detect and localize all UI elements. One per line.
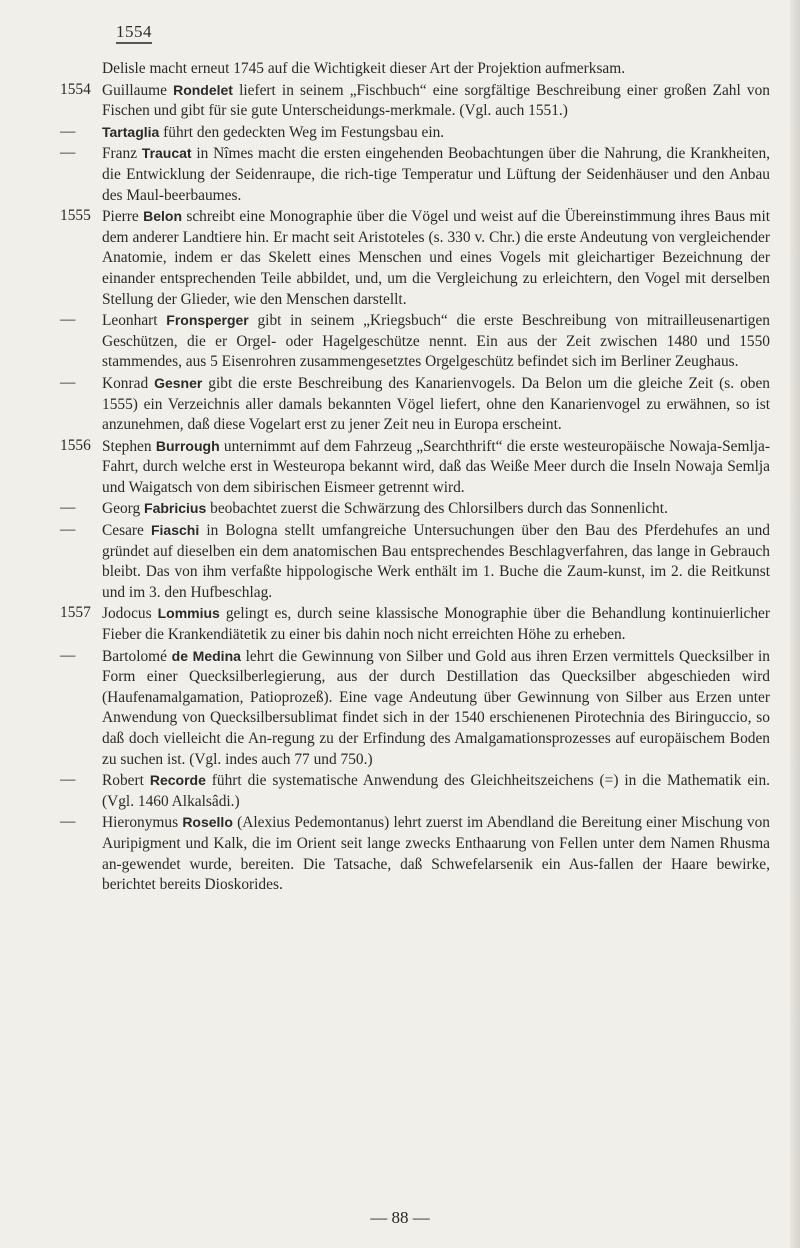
entry-given-name: Robert (102, 772, 150, 790)
entry-description: liefert in seinem „Fischbuch“ eine sorgfältige Beschreibung einer großen Zahl von Fischen und gibt für sie gute Unterscheidungs-merkmale. (Vgl. auch 1551.) (102, 81, 770, 120)
chronology-entry (60, 373, 770, 436)
entry-text (102, 80, 770, 122)
entry-year: — (60, 499, 76, 517)
chronology-entry (60, 646, 770, 771)
entry-surname: Fiaschi (150, 522, 200, 539)
entry-description: Delisle macht erneut 1745 auf die Wichtigkeit dieser Art der Projektion aufmerksam. (102, 60, 626, 77)
chronology-entry (60, 122, 770, 144)
chronology-entry (60, 812, 770, 895)
entry-text (102, 812, 770, 895)
entry-text (102, 122, 770, 144)
entry-text (102, 436, 770, 499)
entry-year: 1557 (60, 604, 91, 622)
entry-given-name: Bartolomé (102, 647, 172, 665)
entry-given-name: Guillaume (102, 81, 174, 99)
entry-description: schreibt eine Monographie über die Vögel und weist auf die Übereinstimmung ihres Baus mit dem anderer Landtiere hin. Er macht seit Aristoteles (s. 330 v. Chr.) die erste Andeutung von vergleichender Anatomie, indem er das Skelett eines Menschen und eines Vogels mit gleichartiger Bezeichnung der einander entsprechenden Teile abbildet, und, um die Vergleichung zu erleichtern, den Vogel mit derselben Stellung der Glieder, wie den Menschen darstellt. (102, 208, 770, 308)
entry-description: (Alexius Pedemontanus) lehrt zuerst im Abendland die Bereitung einer Mischung von Auripigment und Kalk, die im Orient seit lange zwecks Enthaarung von Fellen unter dem Namen Rhusma an-gewendet wurde, bereiten. Die Tatsache, daß Schwefelarsenik ein Aus-fallen der Haare bewirke, berichtet bereits Dioskorides. (102, 814, 770, 894)
entry-year: — (60, 521, 76, 539)
entry-text (102, 58, 770, 80)
page-edge-shadow (790, 0, 800, 1248)
entry-surname: Tartaglia (102, 123, 160, 140)
entry-description: in Nîmes macht die ersten eingehenden Beobachtungen über die Nahrung, die Krankheiten, die Entwicklung der Seidenraupe, die rich-tige Temperatur und Lüftung der Seidenhäuser und den Anbau des Maul-beerbaumes. (102, 145, 770, 204)
entry-year: — (60, 771, 76, 789)
entry-year (60, 58, 102, 80)
entry-description: unternimmt auf dem Fahrzeug „Searchthrift“ die erste westeuropäische Nowaja-Semlja-Fahrt, durch welche erst in Westeuropa bekannt wird, daß das Weiße Meer durch die Inseln Nowaja Semlja und Waigatsch von dem sibirischen Eismeer getrennt wird. (102, 437, 770, 496)
entry-year: 1555 (60, 207, 91, 225)
page-number: — 88 — (370, 1208, 430, 1227)
entry-given-name: Georg (102, 500, 145, 518)
entry-given-name: Cesare (102, 522, 151, 540)
chronology-entry (60, 206, 770, 310)
entry-description: beobachtet zuerst die Schwärzung des Chlorsilbers durch das Sonnenlicht. (206, 500, 668, 518)
entry-year: — (60, 646, 76, 664)
running-head: 1554 (116, 22, 152, 44)
entry-surname: Gesner (154, 374, 203, 391)
entry-text (102, 206, 770, 310)
entry-surname: Belon (143, 208, 182, 225)
entry-given-name: Pierre (102, 208, 144, 226)
entry-surname: Rosello (182, 814, 233, 831)
entry-text (102, 770, 770, 812)
entry-text (102, 520, 770, 603)
chronology-entry (60, 520, 770, 603)
entry-surname: Rondelet (173, 81, 233, 98)
entry-year: — (60, 813, 76, 831)
entry-surname: Fronsperger (166, 312, 249, 329)
entry-surname: Burrough (155, 437, 220, 454)
entry-text (102, 603, 770, 645)
chronology-entry (60, 310, 770, 373)
entry-text (102, 310, 770, 373)
entry-description: gibt die erste Beschreibung des Kanarienvogels. Da Belon um die gleiche Zeit (s. oben 1555) ein Verzeichnis aller damals bekannten Vögel liefert, ohne den Kanarienvogel zu erwähnen, so ist anzunehmen, daß diese Vogelart erst zu jener Zeit neu in Europa erscheint. (102, 374, 770, 434)
entry-year: — (60, 311, 76, 329)
entry-given-name: Jodocus (102, 605, 158, 623)
entry-description: lehrt die Gewinnung von Silber und Gold aus ihren Erzen vermittels Quecksilber in Form einer Quecksilberlegierung, aus der durch Destillation das Quecksilber abgeschieden wird (Haufenamalgamation, Patioprozeß). Eine vage Andeutung über Gewinnung von Silber aus Erzen unter Anwendung von Quecksilbersublimat findet sich in der 1540 erschienenen Pirotechnia des Biringuccio, so daß doch vielleicht die An-regung zu der Erfindung des Amalgamationsprozesses auf europäischem Boden zu suchen ist. (Vgl. indes auch 77 und 750.) (102, 647, 770, 768)
entry-description: führt den gedeckten Weg im Festungsbau ein. (159, 123, 445, 141)
entry-description: gibt in seinem „Kriegsbuch“ die erste Beschreibung von mitrailleusenartigen Geschützen, die er Orgel- oder Hagelgeschütze nennt. Ein aus der Zeit zwischen 1480 und 1550 stammendes, aus 5 Eisenrohren zusammengesetztes Orgelgeschütz befindet sich im Berliner Zeughaus. (102, 312, 770, 371)
entry-given-name: Stephen (102, 437, 156, 455)
entry-text (102, 646, 770, 771)
chronology-entry (60, 143, 770, 206)
chronology-entry (60, 770, 770, 812)
chronology-entries (60, 58, 770, 896)
entry-surname: de Medina (171, 647, 241, 664)
entry-year: 1556 (60, 436, 91, 454)
entry-text (102, 373, 770, 436)
entry-text (102, 143, 770, 206)
entry-surname: Lommius (157, 605, 220, 622)
entry-given-name: Leonhart (102, 312, 167, 330)
entry-given-name: Franz (102, 145, 142, 163)
entry-description: führt die systematische Anwendung des Gleichheitszeichens (=) in die Mathematik ein. (Vgl. 1460 Alkalsâdi.) (102, 772, 770, 810)
chronology-entry (60, 436, 770, 499)
entry-year: — (60, 373, 76, 391)
chronology-entry (60, 603, 770, 645)
entry-surname: Traucat (141, 145, 192, 162)
entry-year: 1554 (60, 80, 91, 98)
entry-surname: Recorde (149, 772, 206, 789)
entry-year: — (60, 122, 76, 140)
entry-description: gelingt es, durch seine klassische Monographie über die Behandlung kontinuierlicher Fieber die Krankendiätetik zu einer bis dahin noch nicht erreichten Höhe zu erheben. (102, 605, 770, 644)
entry-text (102, 498, 770, 520)
chronology-entry (60, 498, 770, 520)
chronology-entry (60, 80, 770, 122)
entry-surname: Fabricius (144, 500, 207, 517)
entry-given-name: Hieronymus (102, 814, 183, 832)
entry-given-name: Konrad (102, 374, 155, 392)
chronology-entry (60, 58, 770, 80)
entry-year: — (60, 144, 76, 162)
entry-description: in Bologna stellt umfangreiche Untersuchungen über den Bau des Pferdehufes an und gründet auf dieselben ein dem anatomischen Bau entsprechendes Beschlagverfahren, das lange in Gebrauch bleibt. Das von ihm verfaßte hippologische Werk enthält im 1. Buche die Zaum-kunst, im 2. die Reitkunst und im 3. den Hufbeschlag. (102, 522, 770, 601)
